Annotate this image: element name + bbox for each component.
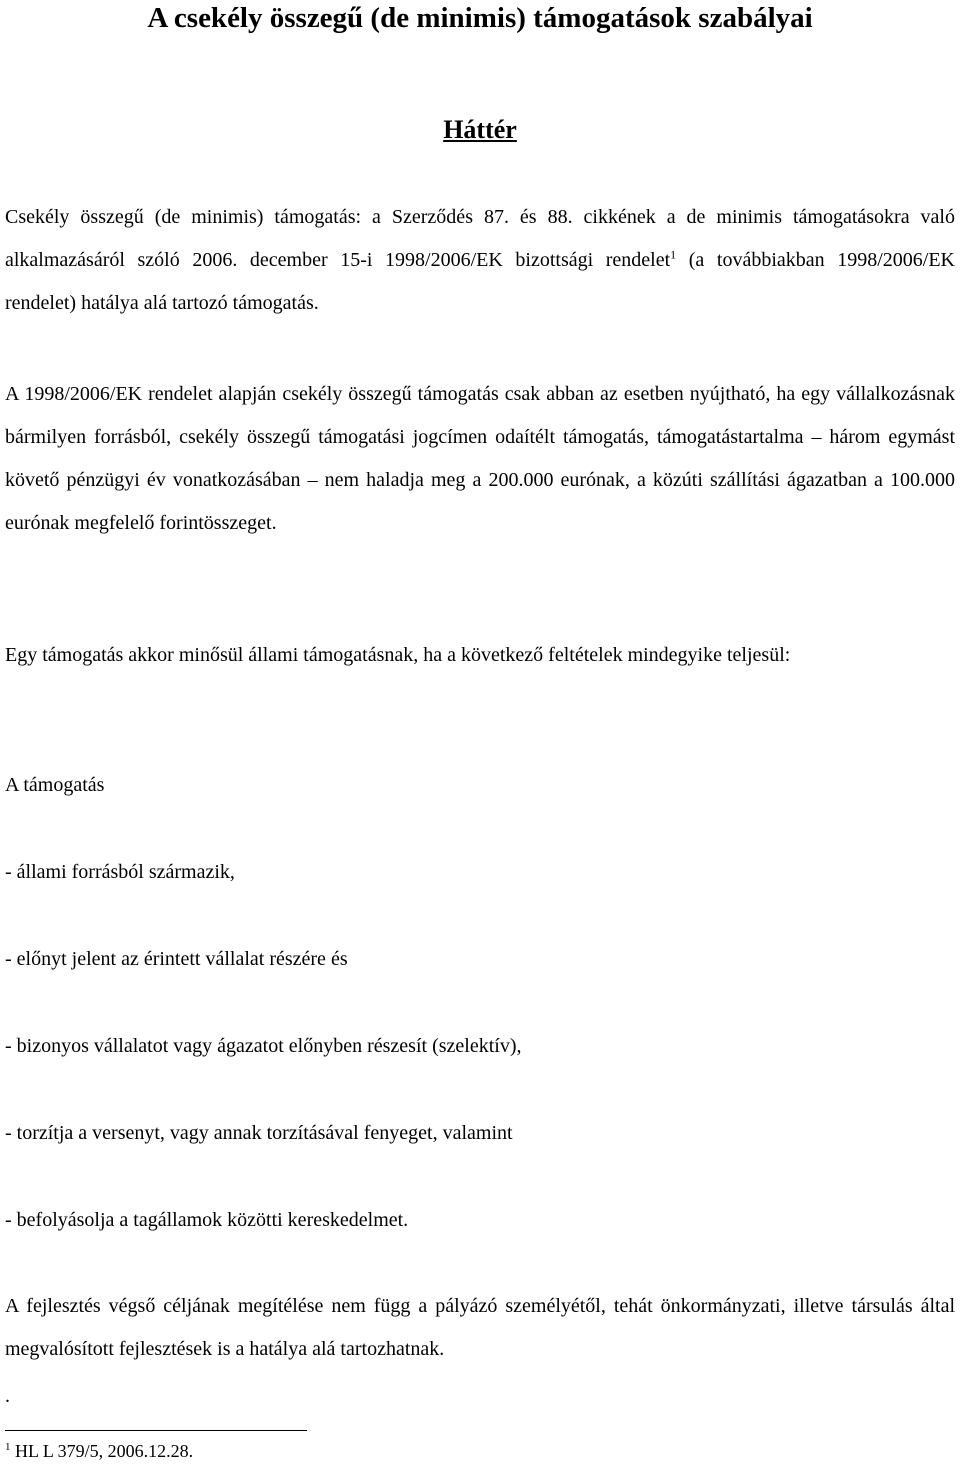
document-title: A csekély összegű (de minimis) támogatások szabályai [147,2,813,34]
footnote-reference: 1 [670,247,677,262]
paragraph-definition-text: Csekély összegű (de minimis) támogatás: a Szerződés 87. és 88. cikkének a de minimis támogatásokra való alkalmazásáról szóló 2006. december 15-i 1998/2006/EK bizottsági rendelet [5,206,955,271]
stray-dot: . [5,1385,10,1407]
paragraph-rule: A 1998/2006/EK rendelet alapján csekély összegű támogatás csak abban az esetben nyújtható, ha egy vállalkozásnak bármilyen forrásból, csekély összegű támogatási jogcímen odaítélt támogatás, támogatástartalma – három egymást követő pénzügyi év vonatkozásában – nem haladja meg a 200.000 eurónak, a közúti szállítási ágazatban a 100.000 eurónak megfelelő forintösszeget. [5,383,955,534]
paragraph-conditions-intro: Egy támogatás akkor minősül állami támogatásnak, ha a következő feltételek mindegyike teljesül: [5,644,791,666]
condition-item: - bizonyos vállalatot vagy ágazatot előnyben részesít (szelektív), [5,1035,522,1057]
condition-item: - befolyásolja a tagállamok közötti kereskedelmet. [5,1209,409,1231]
footnote-divider [5,1430,307,1431]
footnote-text: HL L 379/5, 2006.12.28. [10,1441,194,1461]
paragraph-scope: A fejlesztés végső céljának megítélése nem függ a pályázó személyétől, tehát önkormányzati, illetve társulás által megvalósított fejlesztések is a hatálya alá tartozhatnak. [5,1295,955,1360]
condition-item: - állami forrásból származik, [5,861,235,883]
conditions-lead: A támogatás [5,774,105,796]
footnote-number: 1 [5,1441,11,1453]
paragraph-definition [5,196,955,325]
condition-item: - torzítja a versenyt, vagy annak torzításával fenyeget, valamint [5,1122,513,1144]
section-heading: Háttér [443,115,517,144]
condition-item: - előnyt jelent az érintett vállalat részére és [5,948,348,970]
footnote [5,1439,193,1463]
paragraph-definition-text-end: (a továbbiakban 1998/2006/EK rendelet) hatálya alá tartozó támogatás. [5,249,955,314]
